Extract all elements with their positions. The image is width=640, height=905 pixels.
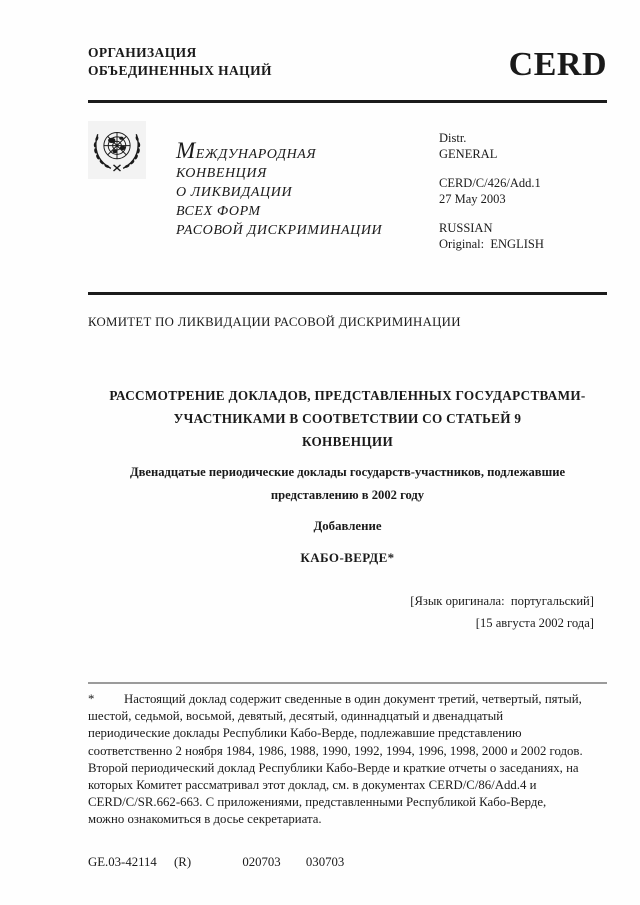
footnote-line: CERD/C/SR.662-663. С приложениями, представленными Республикой Кабо-Верде,: [88, 795, 547, 810]
convention-title-line1-rest: ЕЖДУНАРОДНАЯ: [195, 147, 317, 162]
footnote-line: можно ознакомиться в досье секретариата.: [88, 812, 322, 827]
footnote-line: [88, 691, 607, 708]
footnote-line: шестой, седьмой, восьмой, девятый, десятый, одиннадцатый и двенадцатый: [88, 709, 504, 724]
un-emblem-graphic: [89, 122, 145, 178]
convention-title: [176, 121, 382, 266]
ge-number: GE.03-42114: [88, 854, 157, 869]
report-subtitle-line2: представлению в 2002 году: [270, 488, 425, 502]
country-name: КАБО-ВЕРДЕ*: [300, 550, 395, 565]
doc-symbol: CERD/C/426/Add.1: [439, 176, 541, 190]
convention-title-line1: [176, 138, 382, 164]
report-title-line2: УЧАСТНИКАМИ В СООТВЕТСТВИИ СО СТАТЬЕЙ 9: [173, 411, 522, 426]
org-name-line1: ОРГАНИЗАЦИЯ: [88, 45, 197, 60]
addendum-label: Добавление: [313, 519, 382, 533]
footnote-marker: *: [88, 692, 95, 706]
report-title: [88, 384, 607, 453]
ge-reference-line: [88, 855, 607, 870]
ge-date1: 020703: [242, 854, 281, 869]
top-rule: [88, 100, 607, 103]
ge-date2: 030703: [305, 854, 345, 869]
report-subtitle: [88, 461, 607, 507]
doc-date: 27 May 2003: [439, 191, 506, 206]
org-name: [88, 44, 272, 80]
convention-title-line3: О ЛИКВИДАЦИИ: [176, 185, 293, 200]
distr-label: Distr.: [439, 131, 467, 145]
convention-title-initial: М: [176, 138, 196, 163]
ge-language-code: (R): [174, 854, 192, 869]
masthead-bottom-rule: [88, 292, 607, 295]
symbol-group: [439, 176, 607, 207]
footnote-line-text: Настоящий доклад содержит сведенные в один документ третий, четвертый, пятый,: [124, 692, 582, 706]
footnote-line: Второй периодический доклад Республики Кабо-Верде и краткие отчеты о заседаниях, на: [88, 760, 579, 775]
report-title-line3: КОНВЕНЦИИ: [301, 434, 394, 449]
language-group: [439, 221, 607, 252]
report-title-line1: РАССМОТРЕНИЕ ДОКЛАДОВ, ПРЕДСТАВЛЕННЫХ ГОСУДАРСТВАМИ-: [109, 388, 586, 403]
convention-title-line5: РАСОВОЙ ДИСКРИМИНАЦИИ: [176, 223, 383, 238]
convention-title-line2: КОНВЕНЦИЯ: [176, 166, 267, 181]
committee-name: КОМИТЕТ ПО ЛИКВИДАЦИИ РАСОВОЙ ДИСКРИМИНАЦИИ: [88, 315, 461, 329]
distr-group: [439, 131, 607, 162]
un-emblem-icon: [88, 121, 146, 179]
footnote: [88, 691, 607, 829]
doc-code: CERD: [508, 46, 607, 83]
footnote-line: периодические доклады Республики Кабо-Верде, подлежавшие представлению: [88, 726, 522, 741]
distribution-info: [439, 121, 607, 266]
original-language-note: [Язык оригинала: португальский]: [410, 594, 594, 608]
doc-original-language: Original: ENGLISH: [439, 236, 544, 251]
distr-value: GENERAL: [439, 146, 498, 161]
submission-date-note: [15 августа 2002 года]: [475, 616, 594, 630]
footnote-separator: [88, 682, 607, 684]
masthead: [88, 121, 607, 266]
original-language-notes: [88, 590, 607, 634]
doc-language: RUSSIAN: [439, 221, 493, 235]
footnote-line: соответственно 2 ноября 1984, 1986, 1988, 1990, 1992, 1994, 1996, 1998, 2000 и 2002 годов.: [88, 743, 583, 758]
page-header: [88, 44, 607, 83]
footnote-line: которых Комитет рассматривал этот доклад, см. в документах CERD/C/86/Add.4 и: [88, 778, 537, 793]
report-subtitle-line1: Двенадцатые периодические доклады государств-участников, подлежавшие: [129, 465, 566, 479]
convention-title-line4: ВСЕХ ФОРМ: [176, 204, 261, 219]
org-name-line2: ОБЪЕДИНЕННЫХ НАЦИЙ: [88, 63, 272, 78]
